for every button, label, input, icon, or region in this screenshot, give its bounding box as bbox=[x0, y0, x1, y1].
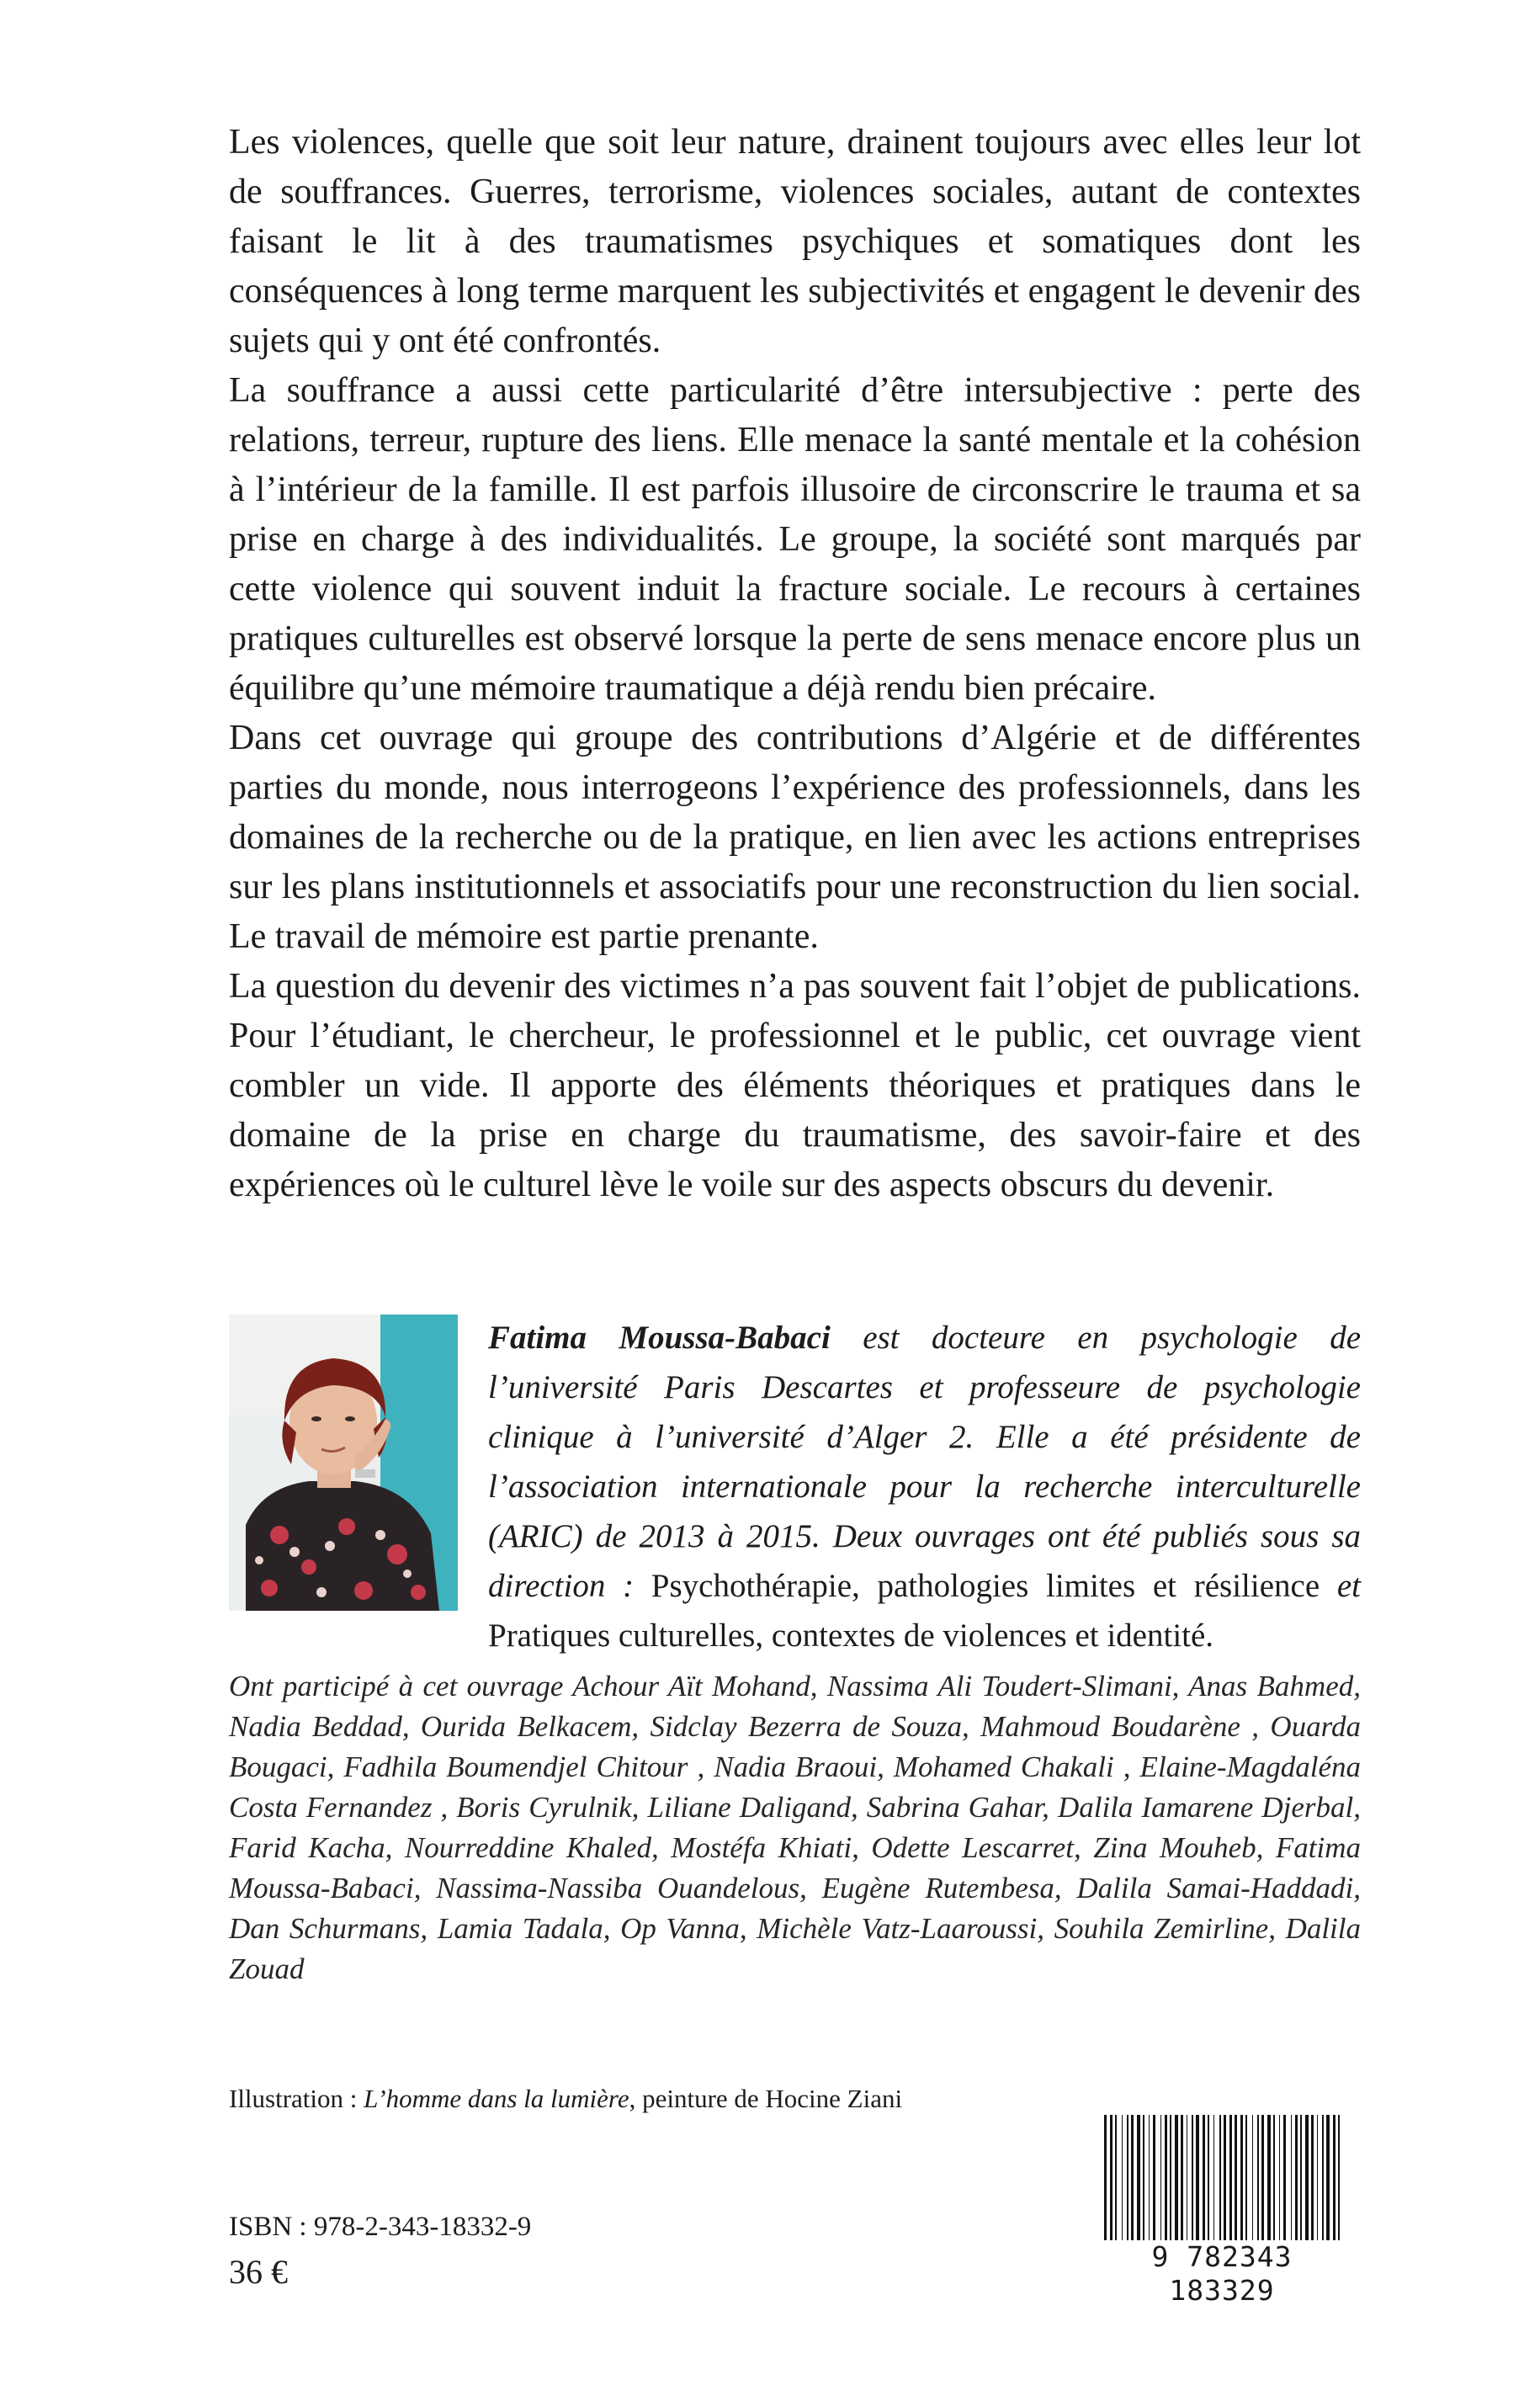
barcode-bar bbox=[1131, 2115, 1134, 2241]
barcode-bar bbox=[1333, 2115, 1336, 2241]
author-bio bbox=[488, 1313, 1361, 1660]
barcode-bar bbox=[1273, 2115, 1275, 2241]
barcode-bar bbox=[1279, 2115, 1280, 2241]
summary-paragraph-2: La souffrance a aussi cette particularité d’être intersubjective : perte des relations, terreur, rupture des liens. Elle menace la santé mentale et la cohésion à l’intérieur de la famille. Il est parfois illusoire de circonscrire le trauma et sa prise en charge à des individualités. Le groupe, la société sont marqués par cette violence qui souvent induit la fracture sociale. Le recours à certaines pratiques culturelles est observé lorsque la perte de sens menace encore plus un équilibre qu’une mémoire traumatique a déjà rendu bien précaire. bbox=[229, 371, 1361, 708]
barcode-bar bbox=[1110, 2115, 1113, 2241]
barcode-bar bbox=[1219, 2115, 1221, 2241]
illustration-credit bbox=[229, 2082, 902, 2116]
barcode-bar bbox=[1338, 2115, 1340, 2241]
barcode-bar bbox=[1317, 2115, 1318, 2241]
barcode-bar bbox=[1104, 2115, 1107, 2241]
barcode-bar bbox=[1127, 2115, 1128, 2241]
barcode-bar bbox=[1245, 2115, 1247, 2241]
barcode-bar bbox=[1208, 2115, 1209, 2241]
illustration-suffix: , peinture de Hocine Ziani bbox=[629, 2084, 903, 2113]
barcode-bar bbox=[1295, 2115, 1298, 2241]
summary-text bbox=[229, 118, 1361, 1210]
barcode-bars bbox=[1097, 2115, 1346, 2241]
summary-paragraph-1: Les violences, quelle que soit leur nature, drainent toujours avec elles leur lot de souffrances. Guerres, terrorisme, violences sociales, autant de contextes faisant le lit à des traumatismes psychiques et somatiques dont les conséquences à long terme marquent les subjectivités et engagent le devenir des sujets qui y ont été confrontés. bbox=[229, 123, 1361, 360]
illustration-prefix: Illustration : bbox=[229, 2084, 364, 2113]
illustration-title: L’homme dans la lumière bbox=[364, 2084, 629, 2113]
barcode-bar bbox=[1305, 2115, 1309, 2241]
isbn: ISBN : 978-2-343-18332-9 bbox=[229, 2212, 532, 2242]
summary-paragraph-3: Dans cet ouvrage qui groupe des contributions d’Algérie et de différentes parties du monde, nous interrogeons l’expérience des professionnels, dans les domaines de la recherche ou de la pratique, en lien avec les actions entreprises sur les plans institutionnels et associatifs pour une reconstruction du lien social. Le travail de mémoire est partie prenante. bbox=[229, 719, 1361, 956]
barcode-bar bbox=[1137, 2115, 1140, 2241]
barcode-bar bbox=[1267, 2115, 1271, 2241]
barcode-bar bbox=[1122, 2115, 1123, 2241]
barcode-bar bbox=[1181, 2115, 1183, 2241]
barcode-bar bbox=[1143, 2115, 1144, 2241]
barcode-bar bbox=[1153, 2115, 1155, 2241]
barcode-bar bbox=[1261, 2115, 1264, 2241]
barcode-bar bbox=[1203, 2115, 1205, 2241]
author-bio-intro: est docteure en psychologie de l’université Paris Descartes et professeure de psychologie clinique à l’université d’Alger 2. Elle a été présidente de l’association internationale pour la recherche interculturelle (ARIC) de 2013 à 2015. Deux ouvrages ont été publiés sous sa direction : bbox=[488, 1320, 1362, 1604]
barcode-bar bbox=[1175, 2115, 1178, 2241]
barcode-bar bbox=[1224, 2115, 1226, 2241]
barcode-bar bbox=[1192, 2115, 1193, 2241]
contributors-list: Ont participé à cet ouvrage Achour Aït Mohand, Nassima Ali Toudert-Slimani, Anas Bahmed, Nadia Beddad, Ourida Belkacem, Sidclay Bezerra de Souza, Mahmoud Boudarène , Ouarda Bougaci, Fadhila Boumendjel Chitour , Nadia Braoui, Mohamed Chakali , Elaine-Magdaléna Costa Fernandez , Boris Cyrulnik, Liliane Daligand, Sabrina Gahar, Dalila Iamarene Djerbal, Farid Kacha, Nourreddine Khaled, Mostéfa Khiati, Odette Lescarret, Zina Mouheb, Fatima Moussa-Babaci, Nassima-Nassiba Ouandelous, Eugène Rutembesa, Dalila Samai-Haddadi, Dan Schurmans, Lamia Tadala, Op Vanna, Michèle Vatz-Laaroussi, Souhila Zemirline, Dalila Zouad bbox=[229, 1670, 1361, 1985]
barcode-digits: 9 782343 183329 bbox=[1097, 2240, 1346, 2308]
author-block bbox=[229, 1313, 1362, 1654]
barcode-bar bbox=[1291, 2115, 1292, 2241]
barcode-bar bbox=[1257, 2115, 1259, 2241]
barcode-bar bbox=[1235, 2115, 1237, 2241]
barcode-bar bbox=[1165, 2115, 1167, 2241]
barcode-bar bbox=[1196, 2115, 1199, 2241]
price: 36 € bbox=[229, 2253, 288, 2291]
barcode-bar bbox=[1229, 2115, 1232, 2241]
barcode-bar bbox=[1300, 2115, 1302, 2241]
barcode-bar bbox=[1115, 2115, 1117, 2241]
barcode-bar bbox=[1240, 2115, 1243, 2241]
author-photo bbox=[229, 1315, 458, 1611]
summary-paragraph-4: La question du devenir des victimes n’a pas souvent fait l’objet de publications. Pour l’étudiant, le chercheur, le professionnel et le public, cet ouvrage vient combler un vide. Il apporte des éléments théoriques et pratiques dans le domaine de la prise en charge du traumatisme, des savoir-faire et des expériences où le culturel lève le voile sur des aspects obscurs du devenir. bbox=[229, 967, 1361, 1204]
author-name: Fatima Moussa-Babaci bbox=[488, 1320, 831, 1356]
barcode-bar bbox=[1322, 2115, 1324, 2241]
barcode-bar bbox=[1252, 2115, 1253, 2241]
author-book-1: Psychothérapie, pathologies limites et résilience bbox=[651, 1568, 1320, 1604]
barcode-bar bbox=[1149, 2115, 1150, 2241]
barcode-bar bbox=[1170, 2115, 1171, 2241]
barcode-bar bbox=[1283, 2115, 1286, 2241]
barcode-bar bbox=[1213, 2115, 1214, 2241]
barcode-bar bbox=[1326, 2115, 1330, 2241]
barcode-bar bbox=[1160, 2115, 1161, 2241]
author-book-2: Pratiques culturelles, contextes de violences et identité. bbox=[488, 1617, 1214, 1654]
barcode-bar bbox=[1311, 2115, 1314, 2241]
author-conjunction: et bbox=[1320, 1568, 1361, 1604]
